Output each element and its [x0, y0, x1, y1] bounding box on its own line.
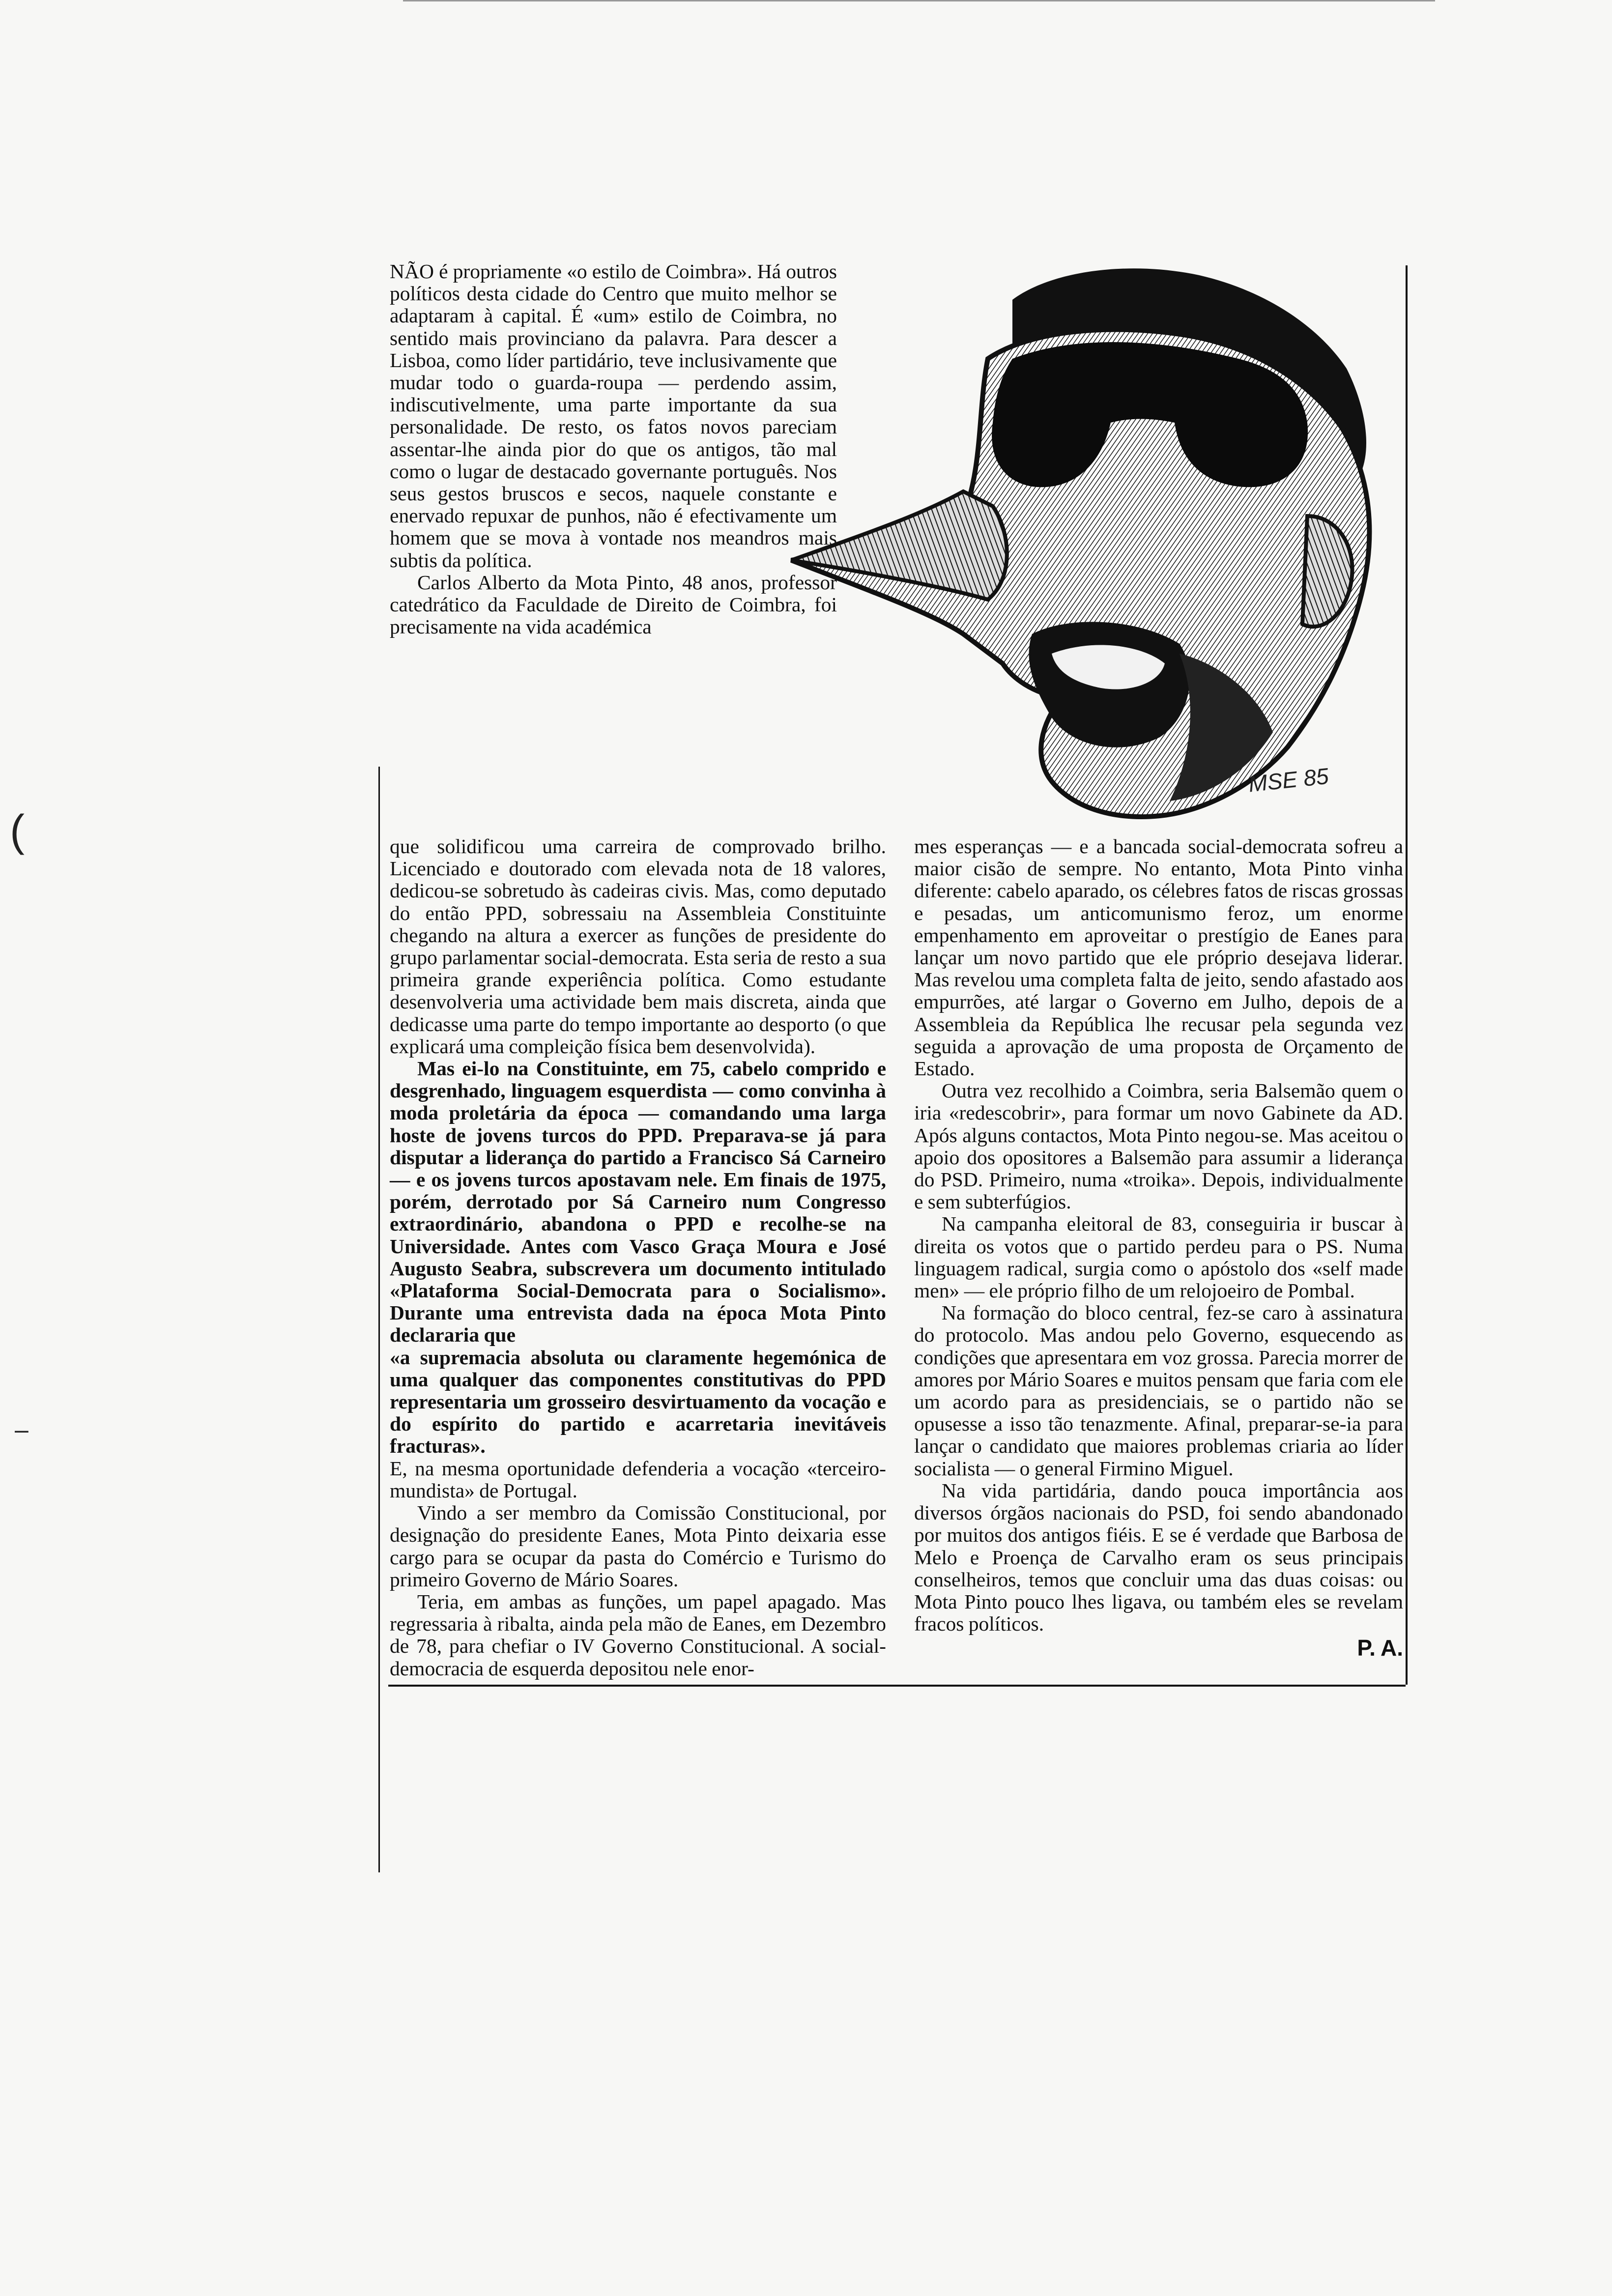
bottom-rule	[388, 1685, 1406, 1687]
paragraph: Na formação do bloco central, fez-se caro à assinatura do protocolo. Mas andou pelo Governo, esquecendo as condições que apresentara em voz grossa. Parecia morrer de amores por Mário Soares e muitos pensam que faria com ele um acordo para as presidenciais, se o partido não se opusesse a isso tão tenazmente. Afinal, preparar-se-ia para lançar o candidato que maiores problemas criaria ao líder socialista — o general Firmino Miguel.	[914, 1301, 1403, 1480]
margin-mark-left: (	[10, 806, 25, 856]
article-column-left-top	[390, 260, 837, 638]
paragraph: Na campanha eleitoral de 83, conseguiria ir buscar à direita os votos que o partido perdeu para o PS. Numa linguagem radical, surgia como o apóstolo dos «self made men» — ele próprio filho de um relojoeiro de Pombal.	[914, 1212, 1403, 1302]
paragraph: Outra vez recolhido a Coimbra, seria Balsemão quem o iria «redescobrir», para formar um novo Gabinete da AD. Após alguns contactos, Mota Pinto negou-se. Mas aceitou o apoio dos opositores a Balsemão para assumir a liderança do PSD. Primeiro, numa «troika». Depois, individualmente e sem subterfúgios.	[914, 1079, 1403, 1213]
paragraph: Teria, em ambas as funções, um papel apagado. Mas regressaria à ribalta, ainda pela mão de Eanes, em Dezembro de 78, para chefiar o IV Governo Constitucional. A social-democracia de esquerda depositou nele enor-	[390, 1590, 886, 1680]
paragraph: NÃO é propriamente «o estilo de Coimbra». Há outros políticos desta cidade do Centro que muito melhor se adaptaram à capital. É «um» estilo de Coimbra, no sentido mais provinciano da palavra. Para descer a Lisboa, como líder partidário, teve inclusivamente que mudar todo o guarda-roupa — perdendo assim, indiscutivelmente, uma parte importante da sua personalidade. De resto, os fatos novos pareciam assentar-lhe ainda pior do que os antigos, tão mal como o lugar de destacado governante português. Nos seus gestos bruscos e secos, naquele constante e enervado repuxar de punhos, não é efectivamente um homem que se mova à vontade nos meandros mais subtis da política.	[390, 260, 837, 572]
paragraph: que solidificou uma carreira de comprovado brilho. Licenciado e doutorado com elevada nota de 18 valores, dedicou-se sobretudo às cadeiras civis. Mas, como deputado do então PPD, sobressaiu na Assembleia Constituinte chegando na altura a exercer as funções de presidente do grupo parlamentar social-democrata. Esta seria de resto a sua primeira grande experiência política. Como estudante desenvolveria uma actividade bem mais discreta, ainda que dedicasse uma parte do tempo importante ao desporto (o que explicará uma compleição física bem desenvolvida).	[390, 835, 886, 1058]
scan-edge-top	[403, 0, 1435, 1]
paragraph: mes esperanças — e a bancada social-democrata sofreu a maior cisão de sempre. No entanto, Mota Pinto vinha diferente: cabelo aparado, os célebres fatos de riscas grossas e pesadas, um anticomunismo feroz, um enorme empenhamento em aproveitar o prestígio de Eanes para lançar um novo partido que ele próprio desejava liderar. Mas revelou uma completa falta de jeito, sendo afastado aos empurrões, até largar o Governo em Julho, depois de a Assembleia da República lhe recusar pela segunda vez seguida a aprovação de uma proposta de Orçamento de Estado.	[914, 835, 1403, 1080]
right-margin-rule	[1406, 265, 1408, 1685]
caricature-illustration	[757, 260, 1406, 850]
byline-signature: P. A.	[1357, 1635, 1403, 1661]
paragraph: Mas ei-lo na Constituinte, em 75, cabelo comprido e desgrenhado, linguagem esquerdista — como convinha à moda proletária da época — comandando uma larga hoste de jovens turcos do PPD. Preparava-se já para disputar a liderança do partido a Francisco Sá Carneiro — e os jovens turcos apostavam nele. Em finais de 1975, porém, derrotado por Sá Carneiro num Congresso extraordinário, abandona o PPD e recolhe-se na Universidade. Antes com Vasco Graça Moura e José Augusto Seabra, subscrevera um documento intitulado «Plataforma Social-Democrata para o Socialismo». Durante uma entrevista dada na época Mota Pinto declararia que	[390, 1057, 886, 1347]
left-margin-rule	[378, 767, 380, 1872]
margin-mark-dash: –	[15, 1416, 29, 1443]
quote-paragraph: «a supremacia absoluta ou claramente hegemónica de uma qualquer das componentes constitutivas do PPD representaria um grosseiro desvirtuamento da vocação e do espírito do partido e acarretaria inevitáveis fracturas».	[390, 1346, 886, 1458]
article-column-left-bottom	[390, 835, 886, 1680]
paragraph: Na vida partidária, dando pouca importância aos diversos órgãos nacionais do PSD, foi sendo abandonado por muitos dos antigos fiéis. E se é verdade que Barbosa de Melo e Proença de Carvalho eram os seus principais conselheiros, temos que concluir uma das duas coisas: ou Mota Pinto pouco lhes ligava, ou também eles se revelam fracos políticos.	[914, 1479, 1403, 1636]
caricature-icon	[757, 260, 1406, 850]
paragraph: Carlos Alberto da Mota Pinto, 48 anos, professor catedrático da Faculdade de Direito de Coimbra, foi precisamente na vida académica	[390, 571, 837, 638]
artist-signature: MSE 85	[1247, 763, 1330, 797]
paragraph: Vindo a ser membro da Comissão Constitucional, por designação do presidente Eanes, Mota Pinto deixaria esse cargo para se ocupar da pasta do Comércio e Turismo do primeiro Governo de Mário Soares.	[390, 1501, 886, 1591]
article-column-right	[914, 835, 1403, 1660]
paragraph: E, na mesma oportunidade defenderia a vocação «terceiro-mundista» de Portugal.	[390, 1457, 886, 1502]
